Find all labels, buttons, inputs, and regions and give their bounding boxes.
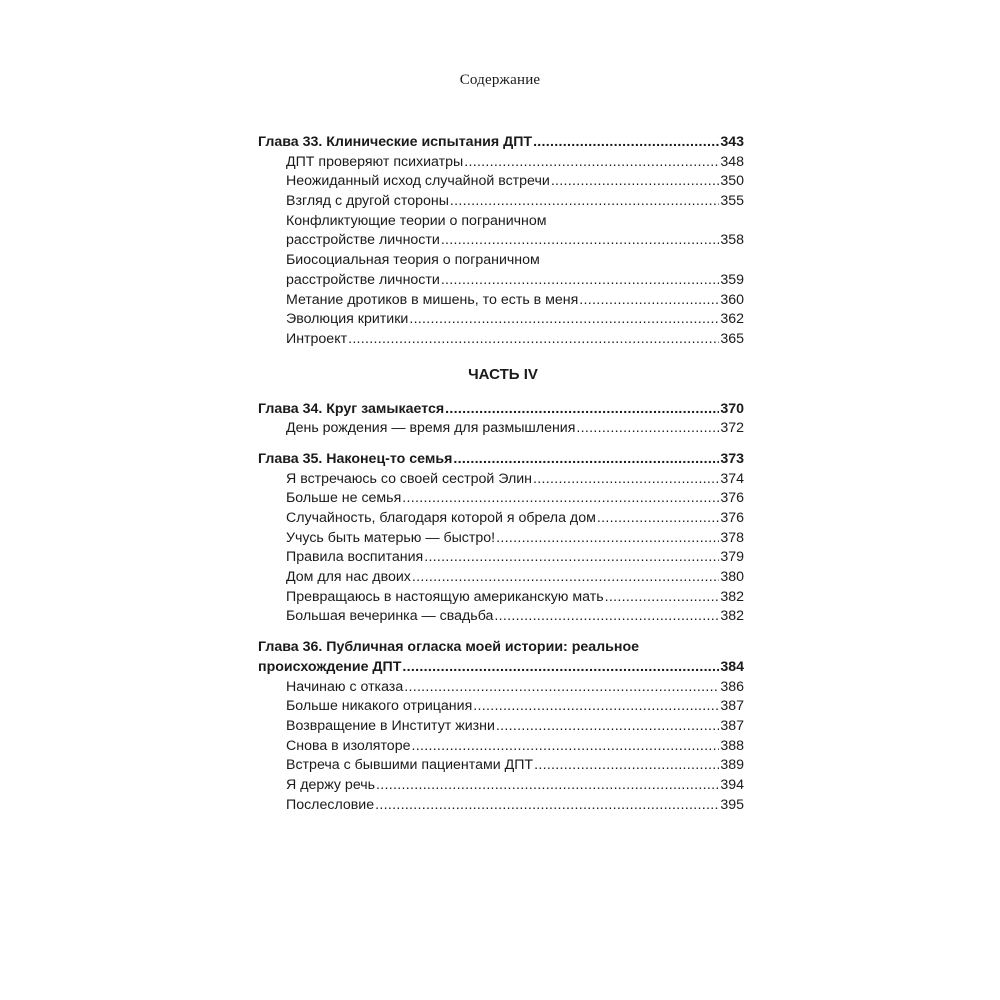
toc-section[interactable] (258, 419, 744, 439)
chapter-title-line1: Глава 36. Публичная огласка моей истории: реальное (258, 639, 640, 656)
dot-leader (441, 271, 720, 291)
chapter-title: Глава 35. Наконец-то семья (258, 450, 453, 467)
section-title: ДПТ проверяют психиатры (286, 153, 464, 170)
dot-leader (533, 470, 719, 490)
chapter-title: происхождение ДПТ (258, 658, 402, 675)
toc-section[interactable] (258, 271, 744, 291)
page-number: 380 (720, 569, 744, 586)
toc-section[interactable] (258, 509, 744, 529)
section-title: Послесловие (286, 796, 375, 813)
page-number: 372 (720, 420, 744, 437)
toc-section[interactable] (258, 153, 744, 173)
dot-leader (473, 697, 719, 717)
section-title: День рождения — время для размышления (286, 420, 576, 437)
dot-leader (424, 548, 719, 568)
dot-leader (464, 153, 719, 173)
section-title: Я встречаюсь со своей сестрой Элин (286, 470, 533, 487)
toc-section[interactable] (258, 607, 744, 627)
toc-section[interactable] (258, 737, 744, 757)
spacer (258, 439, 744, 450)
page-number: 379 (720, 549, 744, 566)
section-title: Случайность, благодаря которой я обрела дом (286, 510, 596, 526)
dot-leader (441, 231, 720, 251)
page-number: 376 (720, 510, 744, 526)
section-title: расстройстве личности (286, 232, 440, 249)
table-of-contents (258, 133, 744, 815)
dot-leader (533, 133, 719, 153)
dot-leader (375, 796, 719, 816)
toc-section[interactable] (258, 568, 744, 588)
page-number: 387 (720, 698, 744, 715)
page-number: 382 (720, 588, 744, 605)
page-number: 388 (720, 737, 744, 754)
page-number: 382 (720, 608, 744, 625)
dot-leader (412, 568, 719, 588)
chapter-title: Глава 34. Круг замыкается (258, 400, 445, 417)
section-title: Встреча с бывшими пациентами ДПТ (286, 757, 534, 774)
page-number: 373 (720, 450, 744, 467)
section-title: Превращаюсь в настоящую американскую мать (286, 588, 604, 605)
toc-section[interactable] (258, 310, 744, 330)
page-number: 395 (720, 796, 744, 813)
dot-leader (445, 400, 719, 420)
page-number: 376 (720, 490, 744, 507)
dot-leader (576, 419, 719, 439)
page-number: 384 (720, 658, 744, 675)
toc-section[interactable] (258, 548, 744, 568)
section-title: Больше никакого отрицания (286, 698, 473, 715)
toc-section[interactable] (258, 588, 744, 608)
section-title: Я держу речь (286, 776, 376, 793)
toc-section[interactable] (258, 678, 744, 698)
toc-section[interactable] (258, 717, 744, 737)
page-number: 370 (720, 400, 744, 417)
dot-leader (402, 489, 719, 509)
section-title: Учусь быть матерью — быстро! (286, 529, 496, 546)
dot-leader (453, 450, 719, 470)
page-number: 387 (720, 717, 744, 734)
page-number: 360 (720, 291, 744, 308)
page-number: 394 (720, 776, 744, 793)
dot-leader (551, 172, 720, 192)
dot-leader (496, 529, 719, 549)
section-title: Метание дротиков в мишень, то есть в меня (286, 291, 579, 308)
toc-chapter-36[interactable] (258, 658, 744, 678)
toc-section[interactable] (258, 529, 744, 549)
dot-leader (409, 310, 719, 330)
part-heading: ЧАСТЬ IV (468, 365, 538, 383)
dot-leader (404, 678, 719, 698)
toc-chapter-34[interactable] (258, 400, 744, 420)
chapter-title: Глава 33. Клинические испытания ДПТ (258, 134, 533, 150)
toc-chapter-35[interactable] (258, 450, 744, 470)
dot-leader (597, 509, 719, 529)
dot-leader (376, 776, 719, 796)
toc-section[interactable] (258, 231, 744, 251)
spacer (258, 627, 744, 638)
dot-leader (402, 658, 719, 678)
section-title: расстройстве личности (286, 271, 440, 288)
page-number: 355 (720, 193, 744, 210)
section-title-line1: Биосоциальная теория о пограничном (286, 252, 540, 269)
section-title: Снова в изоляторе (286, 737, 411, 754)
page-number: 365 (720, 330, 744, 347)
page-number: 343 (720, 134, 744, 150)
section-title: Дом для нас двоих (286, 569, 411, 586)
toc-section[interactable] (258, 291, 744, 311)
page-number: 350 (720, 173, 744, 190)
dot-leader (579, 291, 719, 311)
page-number: 348 (720, 153, 744, 170)
dot-leader (411, 737, 719, 757)
section-title: Большая вечеринка — свадьба (286, 608, 494, 625)
dot-leader (494, 607, 719, 627)
section-title: Начинаю с отказа (286, 678, 404, 695)
page-number: 358 (720, 232, 744, 249)
toc-section[interactable] (258, 796, 744, 816)
toc-section[interactable] (258, 489, 744, 509)
section-title: Неожиданный исход случайной встречи (286, 173, 550, 190)
dot-leader (450, 192, 719, 212)
toc-section[interactable] (258, 192, 744, 212)
dot-leader (348, 330, 719, 350)
page-number: 378 (720, 529, 744, 546)
section-title: Интроект (286, 330, 348, 347)
dot-leader (534, 756, 719, 776)
toc-section[interactable] (258, 756, 744, 776)
section-title: Правила воспитания (286, 549, 424, 566)
dot-leader (496, 717, 719, 737)
section-title: Больше не семья (286, 490, 402, 507)
toc-section[interactable] (258, 330, 744, 350)
page-number: 374 (720, 470, 744, 487)
section-title-line1: Конфликтующие теории о пограничном (286, 212, 547, 229)
page-number: 359 (720, 271, 744, 288)
toc-section[interactable] (258, 172, 744, 192)
toc-section[interactable] (258, 470, 744, 490)
dot-leader (605, 588, 720, 608)
page-number: 362 (720, 311, 744, 328)
toc-section[interactable] (258, 776, 744, 796)
section-title: Возвращение в Институт жизни (286, 717, 495, 734)
running-head: Содержание (459, 72, 541, 88)
section-title: Взгляд с другой стороны (286, 193, 449, 210)
page-number: 386 (720, 678, 744, 695)
section-title: Эволюция критики (286, 311, 409, 328)
page-number: 389 (720, 757, 744, 774)
toc-section[interactable] (258, 697, 744, 717)
toc-chapter-33[interactable] (258, 133, 744, 153)
